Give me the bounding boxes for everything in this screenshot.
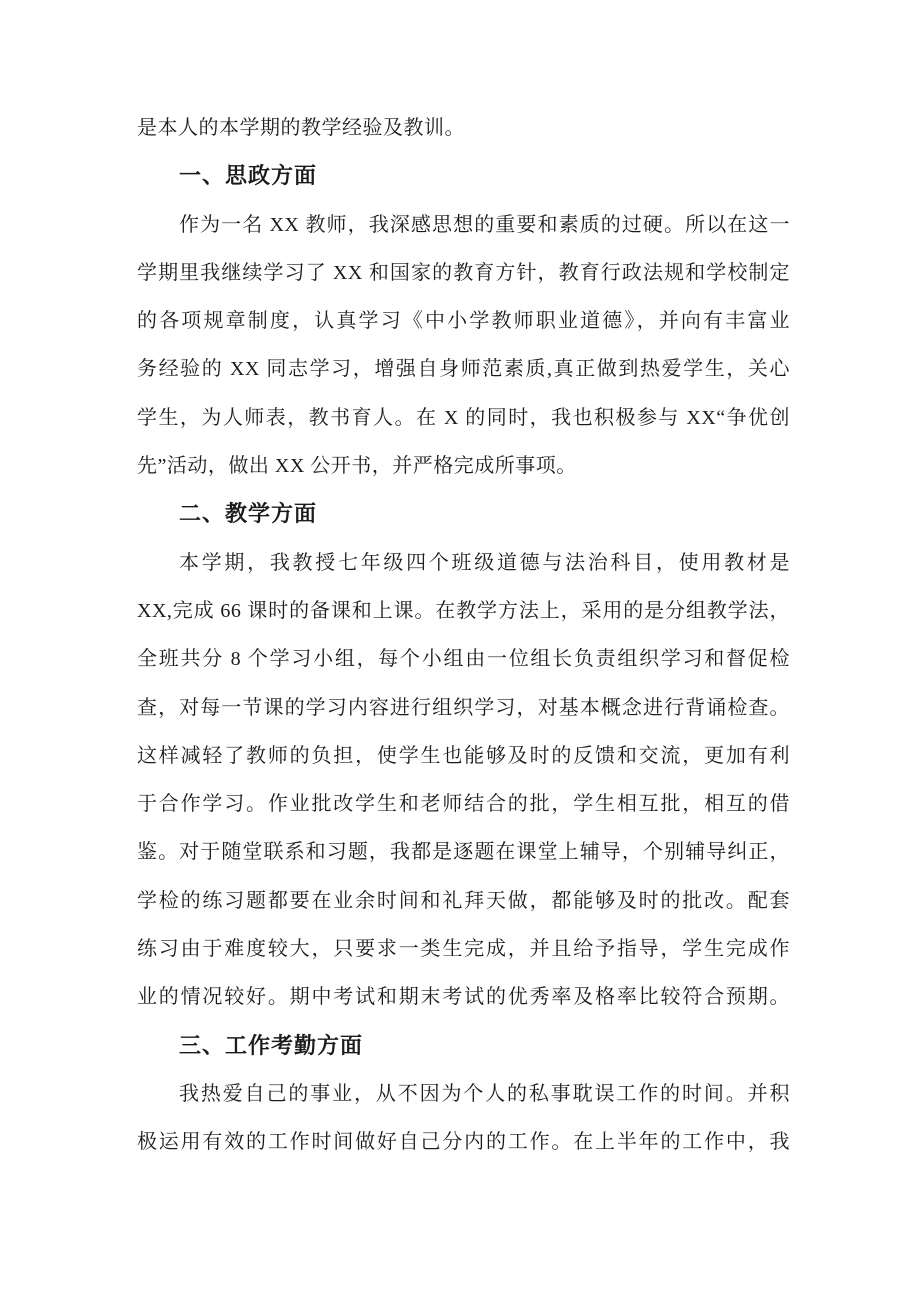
text-line: 这样减轻了教师的负担，使学生也能够及时的反馈和交流，更加有利 [137, 744, 790, 767]
text-line: XX,完成 66 课时的备课和上课。在教学方法上，采用的是分组教学法， [137, 599, 790, 622]
text-line: 是本人的本学期的教学经验及教训。 [137, 117, 465, 139]
text-line: 业的情况较好。期中考试和期末考试的优秀率及格率比较符合预期。 [137, 986, 790, 1009]
text-line: 本学期，我教授七年级四个班级道德与法治科目，使用教材是 [179, 551, 790, 574]
section-heading: 三、工作考勤方面 [179, 1032, 364, 1058]
text-line: 查，对每一节课的学习内容进行组织学习，对基本概念进行背诵检查。 [137, 696, 790, 719]
text-line: 全班共分 8 个学习小组，每个小组由一位组长负责组织学习和督促检 [137, 648, 790, 671]
text-line: 的各项规章制度，认真学习《中小学教师职业道德》，并向有丰富业 [137, 310, 790, 333]
text-line: 学生，为人师表，教书育人。在 X 的同时，我也积极参与 XX“争优创 [137, 406, 790, 429]
text-line: 学期里我继续学习了 XX 和国家的教育方针，教育行政法规和学校制定 [137, 261, 790, 284]
text-line: 作为一名 XX 教师，我深感思想的重要和素质的过硬。所以在这一 [179, 213, 790, 236]
document-text-block [137, 104, 790, 1167]
text-line: 练习由于难度较大，只要求一类生完成，并且给予指导，学生完成作 [137, 938, 790, 961]
text-line: 鉴。对于随堂联系和习题，我都是逐题在课堂上辅导，个别辅导纠正， [137, 841, 790, 864]
text-line: 学检的练习题都要在业余时间和礼拜天做，都能够及时的批改。配套 [137, 889, 790, 912]
text-line: 务经验的 XX 同志学习，增强自身师范素质,真正做到热爱学生，关心 [137, 358, 790, 381]
text-line: 我热爱自己的事业，从不因为个人的私事耽误工作的时间。并积 [179, 1082, 790, 1105]
text-line: 极运用有效的工作时间做好自己分内的工作。在上半年的工作中，我 [137, 1131, 790, 1154]
section-heading: 一、思政方面 [179, 163, 318, 189]
section-heading: 二、教学方面 [179, 501, 318, 527]
text-line: 先”活动，做出 XX 公开书，并严格完成所事项。 [137, 455, 577, 478]
text-line: 于合作学习。作业批改学生和老师结合的批，学生相互批，相互的借 [137, 793, 790, 816]
